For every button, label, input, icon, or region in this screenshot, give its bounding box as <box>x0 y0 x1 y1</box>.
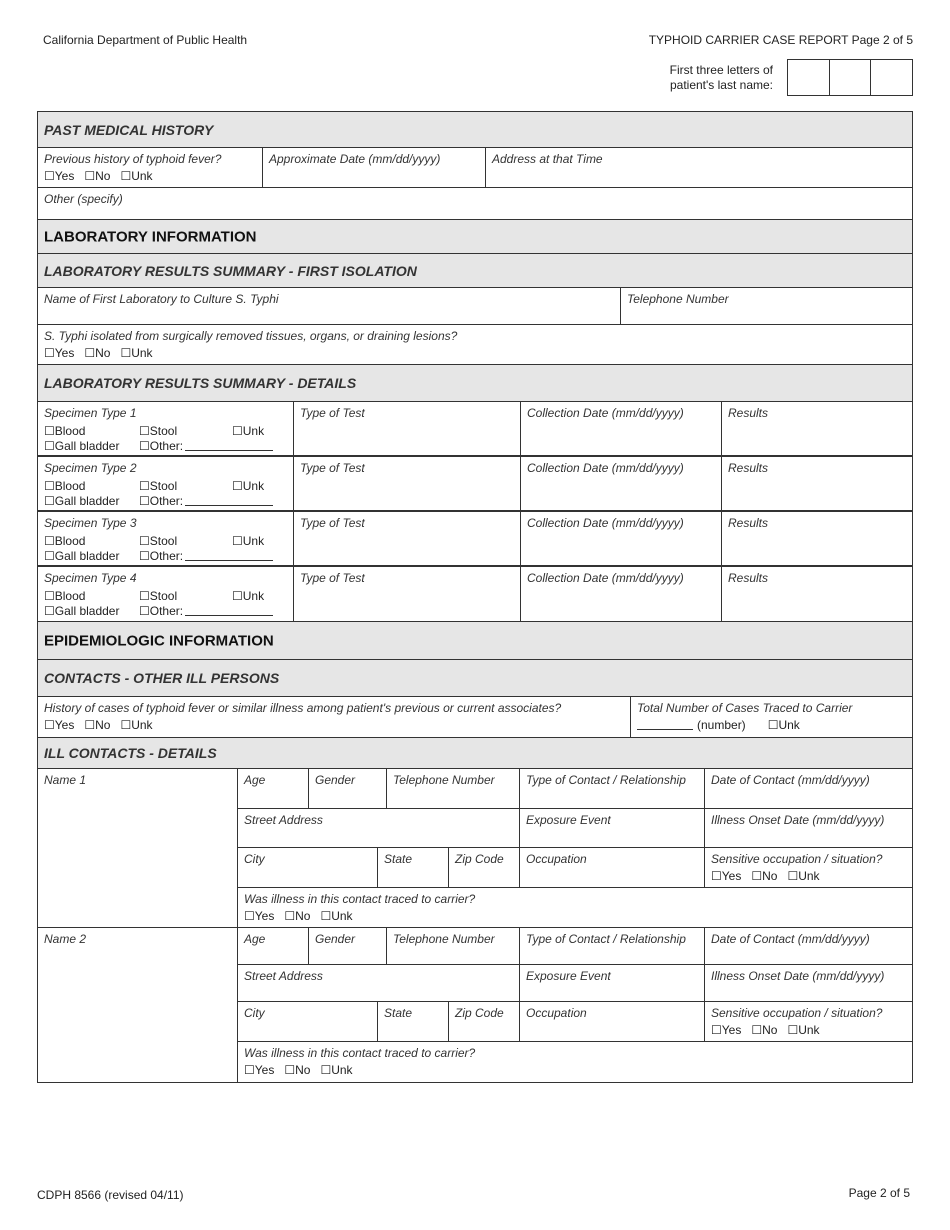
specimen-4-type-field-other-blank[interactable] <box>185 604 273 616</box>
contact-1-sensitive-field-option-no[interactable]: ☐ No <box>751 869 777 883</box>
contact-1-sensitive-field[interactable] <box>704 847 913 888</box>
contact-2-city-field[interactable] <box>237 1001 378 1042</box>
specimen-3-results-field[interactable] <box>721 511 913 566</box>
specimen-3-collection-date-field-label: Collection Date (mm/dd/yyyy) <box>527 516 684 530</box>
contact-2-relationship-field-label: Type of Contact / Relationship <box>526 932 686 946</box>
laboratory-phone-field[interactable] <box>620 287 913 325</box>
address-at-time-field[interactable] <box>485 147 913 188</box>
contact-1-street-field[interactable] <box>237 808 520 848</box>
initial-box-3[interactable] <box>870 59 913 96</box>
contact-1-state-field-label: State <box>384 852 413 866</box>
contact-1-gender-field[interactable] <box>308 768 387 809</box>
surgical-isolation-field[interactable] <box>37 324 913 365</box>
contact-2-sensitive-field-option-unk[interactable]: ☐ Unk <box>787 1023 819 1037</box>
initial-box-1[interactable] <box>787 59 830 96</box>
specimen-2-results-field[interactable] <box>721 456 913 511</box>
associates-history-field-option-yes[interactable]: ☐ Yes <box>44 718 74 732</box>
surgical-isolation-field-label: S. Typhi isolated from surgically removed tissues, organs, or draining lesions? <box>44 329 458 343</box>
specimen-2-collection-date-field-label: Collection Date (mm/dd/yyyy) <box>527 461 684 475</box>
contact-1-sensitive-field-option-yes[interactable]: ☐ Yes <box>711 869 741 883</box>
specimen-3-type-field-option-blood[interactable]: ☐ Blood <box>44 534 85 548</box>
contact-1-relationship-field-label: Type of Contact / Relationship <box>526 773 686 787</box>
total-cases-field-number-blank[interactable] <box>637 718 693 730</box>
contact-2-street-field-label: Street Address <box>244 969 323 983</box>
total-cases-field-label: Total Number of Cases Traced to Carrier <box>637 701 853 715</box>
ill-contacts-heading-text: ILL CONTACTS - DETAILS <box>44 745 217 761</box>
specimen-2-type-label: Specimen Type 2 <box>44 461 137 475</box>
epidemiologic-information-heading-text: EPIDEMIOLOGIC INFORMATION <box>44 632 274 649</box>
specimen-3-type-field-option-unk[interactable]: ☐ Unk <box>232 534 264 548</box>
contact-2-contact-date-field-label: Date of Contact (mm/dd/yyyy) <box>711 932 870 946</box>
contact-1-onset-date-field[interactable] <box>704 808 913 848</box>
previous-typhoid-field-options <box>44 169 163 183</box>
contact-2-zip-field-label: Zip Code <box>455 1006 504 1020</box>
specimen-4-results-field[interactable] <box>721 566 913 622</box>
contact-1-zip-field-label: Zip Code <box>455 852 504 866</box>
contacts-heading-text: CONTACTS - OTHER ILL PERSONS <box>44 670 280 686</box>
contact-1-traced-field-options <box>244 909 363 923</box>
contact-1-city-field-label: City <box>244 852 265 866</box>
specimen-4-type-field-option-gall-bladder[interactable]: ☐ Gall bladder <box>44 604 119 618</box>
contact-1-name-field[interactable] <box>37 768 238 928</box>
specimen-2-test-type-field-label: Type of Test <box>300 461 365 475</box>
specimen-1-type-field-option-stool[interactable]: ☐ Stool <box>139 424 177 438</box>
specimen-3-collection-date-field[interactable] <box>520 511 722 566</box>
initials-label <box>670 63 773 93</box>
contact-1-traced-field[interactable] <box>237 887 913 928</box>
contact-2-relationship-field[interactable] <box>519 927 705 965</box>
contact-2-gender-field[interactable] <box>308 927 387 965</box>
specimen-3-test-type-field[interactable] <box>293 511 521 566</box>
contact-2-traced-field-options <box>244 1063 363 1077</box>
previous-typhoid-field-option-no[interactable]: ☐ No <box>84 169 110 183</box>
specimen-2-type-field-option-unk[interactable]: ☐ Unk <box>232 479 264 493</box>
specimen-2-type-field-option-gall-bladder[interactable]: ☐ Gall bladder <box>44 494 119 508</box>
contact-1-name-label: Name 1 <box>44 773 87 787</box>
initials-label-line-2: patient's last name: <box>669 78 773 92</box>
total-cases-field-number-label: (number) <box>697 718 746 732</box>
contact-2-occupation-field-label: Occupation <box>526 1006 587 1020</box>
contact-1-occupation-field[interactable] <box>519 847 705 888</box>
contact-1-sensitive-field-label: Sensitive occupation / situation? <box>711 852 883 866</box>
specimen-1-type-field-option-blood[interactable]: ☐ Blood <box>44 424 85 438</box>
specimen-3-test-type-field-label: Type of Test <box>300 516 365 530</box>
first-laboratory-field-label: Name of First Laboratory to Culture S. Typhi <box>44 292 279 306</box>
address-at-time-field-label: Address at that Time <box>492 152 603 166</box>
specimen-4-type-field-option-unk[interactable]: ☐ Unk <box>232 589 264 603</box>
approximate-date-field-label: Approximate Date (mm/dd/yyyy) <box>269 152 441 166</box>
contact-1-gender-field-label: Gender <box>315 773 356 787</box>
specimen-4-type-field-option-blood[interactable]: ☐ Blood <box>44 589 85 603</box>
associates-history-field-option-unk[interactable]: ☐ Unk <box>120 718 152 732</box>
specimen-2-type-field[interactable] <box>37 456 294 511</box>
contact-2-traced-field-option-no[interactable]: ☐ No <box>284 1063 310 1077</box>
total-cases-field[interactable] <box>630 696 913 738</box>
contact-1-traced-field-option-no[interactable]: ☐ No <box>284 909 310 923</box>
contact-2-name-label: Name 2 <box>44 932 87 946</box>
contact-1-relationship-field[interactable] <box>519 768 705 809</box>
contact-2-traced-field[interactable] <box>237 1041 913 1083</box>
contact-1-traced-field-option-unk[interactable]: ☐ Unk <box>320 909 352 923</box>
previous-typhoid-field-option-unk[interactable]: ☐ Unk <box>120 169 152 183</box>
past-medical-history-heading-text: PAST MEDICAL HISTORY <box>44 121 214 138</box>
other-specify-field-label: Other (specify) <box>44 192 123 206</box>
contact-1-traced-field-option-yes[interactable]: ☐ Yes <box>244 909 274 923</box>
contact-1-contact-date-field-label: Date of Contact (mm/dd/yyyy) <box>711 773 870 787</box>
specimen-4-collection-date-field-label: Collection Date (mm/dd/yyyy) <box>527 571 684 585</box>
contact-1-sensitive-field-options <box>711 869 830 883</box>
page-number: Page 2 of 5 <box>848 1186 910 1200</box>
contact-2-age-field-label: Age <box>244 932 266 946</box>
laboratory-phone-field-label: Telephone Number <box>627 292 729 306</box>
specimen-1-test-type-field[interactable] <box>293 401 521 456</box>
report-title: TYPHOID CARRIER CASE REPORT Page 2 of 5 <box>648 33 913 47</box>
specimen-4-type-field-option-other[interactable]: ☐ Other: <box>139 604 183 618</box>
specimen-2-type-field-other-blank[interactable] <box>185 494 273 506</box>
contact-2-traced-field-option-unk[interactable]: ☐ Unk <box>320 1063 352 1077</box>
previous-typhoid-field[interactable] <box>37 147 263 188</box>
contact-1-exposure-field[interactable] <box>519 808 705 848</box>
contact-1-state-field[interactable] <box>377 847 449 888</box>
laboratory-information-heading-text: LABORATORY INFORMATION <box>44 228 257 245</box>
contact-2-street-field[interactable] <box>237 964 520 1002</box>
contact-1-occupation-field-label: Occupation <box>526 852 587 866</box>
specimen-3-type-field-option-gall-bladder[interactable]: ☐ Gall bladder <box>44 549 119 563</box>
associates-history-field-options <box>44 718 163 732</box>
contact-2-traced-field-label: Was illness in this contact traced to carrier? <box>244 1046 476 1060</box>
contact-2-city-field-label: City <box>244 1006 265 1020</box>
specimen-4-type-field[interactable] <box>37 566 294 622</box>
specimen-3-results-field-label: Results <box>728 516 769 530</box>
contact-2-contact-date-field[interactable] <box>704 927 913 965</box>
organization-name: California Department of Public Health <box>43 33 248 47</box>
specimen-4-type-field-option-stool[interactable]: ☐ Stool <box>139 589 177 603</box>
contact-1-onset-date-field-label: Illness Onset Date (mm/dd/yyyy) <box>711 813 885 827</box>
total-cases-field-option-unk[interactable]: ☐ Unk <box>768 718 800 732</box>
contact-1-contact-date-field[interactable] <box>704 768 913 809</box>
specimen-4-collection-date-field[interactable] <box>520 566 722 622</box>
contact-2-occupation-field[interactable] <box>519 1001 705 1042</box>
contact-1-traced-field-label: Was illness in this contact traced to carrier? <box>244 892 476 906</box>
contact-2-onset-date-field-label: Illness Onset Date (mm/dd/yyyy) <box>711 969 885 983</box>
specimen-3-type-field-option-stool[interactable]: ☐ Stool <box>139 534 177 548</box>
specimen-1-results-field[interactable] <box>721 401 913 456</box>
specimen-1-collection-date-field-label: Collection Date (mm/dd/yyyy) <box>527 406 684 420</box>
previous-typhoid-field-label: Previous history of typhoid fever? <box>44 152 222 166</box>
contact-2-name-field[interactable] <box>37 927 238 1083</box>
contact-1-exposure-field-label: Exposure Event <box>526 813 611 827</box>
specimen-1-type-field-other-blank[interactable] <box>185 439 273 451</box>
contact-2-phone-field-label: Telephone Number <box>393 932 495 946</box>
specimen-1-type-field-option-unk[interactable]: ☐ Unk <box>232 424 264 438</box>
specimen-1-type-field-option-other[interactable]: ☐ Other: <box>139 439 183 453</box>
specimen-2-collection-date-field[interactable] <box>520 456 722 511</box>
contact-1-city-field[interactable] <box>237 847 378 888</box>
specimen-2-test-type-field[interactable] <box>293 456 521 511</box>
contact-2-state-field[interactable] <box>377 1001 449 1042</box>
surgical-isolation-field-option-no[interactable]: ☐ No <box>84 346 110 360</box>
specimen-1-collection-date-field[interactable] <box>520 401 722 456</box>
specimen-3-type-label: Specimen Type 3 <box>44 516 137 530</box>
contact-1-phone-field-label: Telephone Number <box>393 773 495 787</box>
approximate-date-field[interactable] <box>262 147 486 188</box>
contact-1-zip-field[interactable] <box>448 847 520 888</box>
lab-details-heading <box>37 364 913 402</box>
contact-2-gender-field-label: Gender <box>315 932 356 946</box>
associates-history-field[interactable] <box>37 696 631 738</box>
first-isolation-heading-text: LABORATORY RESULTS SUMMARY - FIRST ISOLATION <box>44 262 417 279</box>
contact-2-sensitive-field[interactable] <box>704 1001 913 1042</box>
specimen-2-type-field-option-blood[interactable]: ☐ Blood <box>44 479 85 493</box>
contact-2-age-field[interactable] <box>237 927 309 965</box>
contacts-heading <box>37 659 913 697</box>
contact-2-phone-field[interactable] <box>386 927 520 965</box>
surgical-isolation-field-options <box>44 346 163 360</box>
specimen-3-type-field-option-other[interactable]: ☐ Other: <box>139 549 183 563</box>
contact-2-onset-date-field[interactable] <box>704 964 913 1002</box>
epidemiologic-information-heading <box>37 621 913 660</box>
contact-2-zip-field[interactable] <box>448 1001 520 1042</box>
contact-2-sensitive-field-label: Sensitive occupation / situation? <box>711 1006 883 1020</box>
previous-typhoid-field-option-yes[interactable]: ☐ Yes <box>44 169 74 183</box>
ill-contacts-heading <box>37 737 913 769</box>
specimen-2-type-field-option-stool[interactable]: ☐ Stool <box>139 479 177 493</box>
contact-1-age-field[interactable] <box>237 768 309 809</box>
laboratory-information-heading <box>37 219 913 254</box>
specimen-3-type-field[interactable] <box>37 511 294 566</box>
contact-1-street-field-label: Street Address <box>244 813 323 827</box>
specimen-4-test-type-field-label: Type of Test <box>300 571 365 585</box>
contact-2-sensitive-field-option-yes[interactable]: ☐ Yes <box>711 1023 741 1037</box>
specimen-4-test-type-field[interactable] <box>293 566 521 622</box>
initial-box-2[interactable] <box>829 59 871 96</box>
contact-1-phone-field[interactable] <box>386 768 520 809</box>
associates-history-field-label: History of cases of typhoid fever or similar illness among patient's previous or current associates? <box>44 701 562 715</box>
specimen-1-type-label: Specimen Type 1 <box>44 406 137 420</box>
specimen-4-type-label: Specimen Type 4 <box>44 571 137 585</box>
lab-details-heading-text: LABORATORY RESULTS SUMMARY - DETAILS <box>44 375 357 391</box>
other-specify-field[interactable] <box>37 187 913 220</box>
specimen-1-test-type-field-label: Type of Test <box>300 406 365 420</box>
contact-2-exposure-field-label: Exposure Event <box>526 969 611 983</box>
contact-2-state-field-label: State <box>384 1006 413 1020</box>
specimen-2-type-field-option-other[interactable]: ☐ Other: <box>139 494 183 508</box>
contact-2-traced-field-option-yes[interactable]: ☐ Yes <box>244 1063 274 1077</box>
specimen-1-type-field-option-gall-bladder[interactable]: ☐ Gall bladder <box>44 439 119 453</box>
specimen-3-type-field-other-blank[interactable] <box>185 549 273 561</box>
total-cases-field-input <box>637 718 810 732</box>
associates-history-field-option-no[interactable]: ☐ No <box>84 718 110 732</box>
specimen-1-type-field[interactable] <box>37 401 294 456</box>
past-medical-history-heading <box>37 111 913 148</box>
form-id: CDPH 8566 (revised 04/11) <box>37 1188 184 1202</box>
first-laboratory-field[interactable] <box>37 287 621 325</box>
specimen-2-results-field-label: Results <box>728 461 769 475</box>
contact-2-exposure-field[interactable] <box>519 964 705 1002</box>
first-isolation-heading <box>37 253 913 288</box>
surgical-isolation-field-option-unk[interactable]: ☐ Unk <box>120 346 152 360</box>
contact-2-sensitive-field-option-no[interactable]: ☐ No <box>751 1023 777 1037</box>
specimen-1-results-field-label: Results <box>728 406 769 420</box>
contact-2-sensitive-field-options <box>711 1023 830 1037</box>
surgical-isolation-field-option-yes[interactable]: ☐ Yes <box>44 346 74 360</box>
contact-1-sensitive-field-option-unk[interactable]: ☐ Unk <box>787 869 819 883</box>
initials-label-line-1: First three letters of <box>669 63 773 77</box>
specimen-4-results-field-label: Results <box>728 571 769 585</box>
contact-1-age-field-label: Age <box>244 773 266 787</box>
